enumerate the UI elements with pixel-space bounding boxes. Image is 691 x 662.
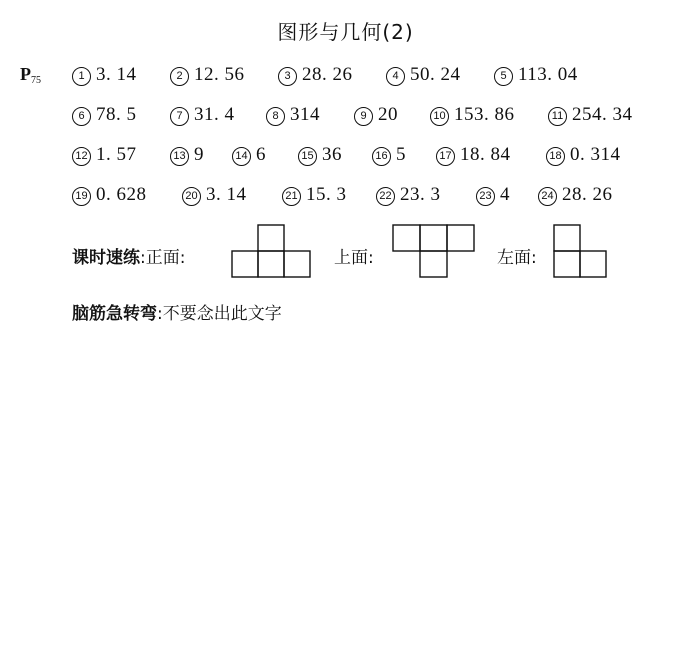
riddle-label: 脑筋急转弯 — [72, 304, 157, 324]
front-cell-bottom-right — [284, 251, 310, 277]
answer-value: 15. 3 — [306, 184, 347, 205]
answer-value: 12. 56 — [194, 64, 245, 85]
answer-number: 23 — [476, 187, 495, 206]
answer-4 — [386, 64, 461, 86]
left-view-colon: : — [531, 248, 537, 268]
front-view-label: 正面 — [145, 248, 180, 268]
answer-row-2 — [0, 104, 691, 128]
left-cell-bottom-right — [580, 251, 606, 277]
answer-value: 28. 26 — [562, 184, 613, 205]
answer-number: 8 — [266, 107, 285, 126]
answer-number: 10 — [430, 107, 449, 126]
answer-number: 24 — [538, 187, 557, 206]
practice-line — [72, 243, 185, 268]
answer-value: 0. 628 — [96, 184, 147, 205]
answer-number: 5 — [494, 67, 513, 86]
answer-number: 14 — [232, 147, 251, 166]
answer-20 — [182, 184, 247, 206]
answer-number: 19 — [72, 187, 91, 206]
answer-number: 21 — [282, 187, 301, 206]
front-cell-bottom-left — [232, 251, 258, 277]
answer-value: 1. 57 — [96, 144, 137, 165]
front-cell-bottom-middle — [258, 251, 284, 277]
answer-value: 20 — [378, 104, 398, 125]
answer-value: 314 — [290, 104, 320, 125]
left-view-label: 左面 — [497, 248, 531, 268]
answer-number: 11 — [548, 107, 567, 126]
answer-value: 31. 4 — [194, 104, 235, 125]
answer-number: 3 — [278, 67, 297, 86]
answer-value: 36 — [322, 144, 342, 165]
answer-23 — [476, 184, 510, 206]
answer-number: 18 — [546, 147, 565, 166]
answer-value: 3. 14 — [206, 184, 247, 205]
answer-9 — [354, 104, 398, 126]
answer-row-4 — [0, 184, 691, 208]
answer-number: 17 — [436, 147, 455, 166]
page-title: 图形与几何(2) — [277, 20, 414, 44]
practice-colon: : — [140, 248, 146, 268]
left-view-line — [497, 243, 537, 268]
top-view-line — [334, 243, 374, 268]
answer-22 — [376, 184, 441, 206]
answer-number: 9 — [354, 107, 373, 126]
answer-16 — [372, 144, 406, 166]
answer-13 — [170, 144, 204, 166]
answer-number: 2 — [170, 67, 189, 86]
answer-number: 16 — [372, 147, 391, 166]
practice-label: 课时速练 — [72, 248, 140, 268]
answer-10 — [430, 104, 515, 126]
answer-row-1 — [0, 64, 691, 88]
left-cell-top — [554, 225, 580, 251]
page-letter: P — [20, 64, 31, 84]
answer-number: 1 — [72, 67, 91, 86]
answer-number: 7 — [170, 107, 189, 126]
top-cell-bottom-middle — [420, 251, 447, 277]
answer-value: 113. 04 — [518, 64, 578, 85]
answer-value: 6 — [256, 144, 266, 165]
answer-24 — [538, 184, 613, 206]
answer-number: 13 — [170, 147, 189, 166]
answer-value: 3. 14 — [96, 64, 137, 85]
answer-value: 78. 5 — [96, 104, 137, 125]
answer-number: 22 — [376, 187, 395, 206]
answer-value: 18. 84 — [460, 144, 511, 165]
answer-15 — [298, 144, 342, 166]
answer-7 — [170, 104, 235, 126]
top-cell-top-middle — [420, 225, 447, 251]
answer-number: 6 — [72, 107, 91, 126]
top-cell-top-right — [447, 225, 474, 251]
riddle-answer: 不要念出此文字 — [162, 304, 282, 324]
answer-8 — [266, 104, 320, 126]
answer-12 — [72, 144, 137, 166]
answer-11 — [548, 104, 633, 126]
answer-5 — [494, 64, 578, 86]
answer-number: 20 — [182, 187, 201, 206]
page-number: 75 — [31, 75, 41, 86]
answer-number: 12 — [72, 147, 91, 166]
left-view-diagram — [553, 224, 609, 280]
answer-value: 4 — [500, 184, 510, 205]
answer-row-3 — [0, 144, 691, 168]
front-view-colon: : — [179, 248, 186, 268]
riddle-colon: : — [157, 304, 163, 324]
answer-value: 153. 86 — [454, 104, 515, 125]
answer-17 — [436, 144, 511, 166]
answer-value: 23. 3 — [400, 184, 441, 205]
left-cell-bottom-left — [554, 251, 580, 277]
front-cell-top — [258, 225, 284, 251]
answer-6 — [72, 104, 137, 126]
answer-18 — [546, 144, 621, 166]
top-view-label: 上面 — [334, 248, 368, 268]
answer-21 — [282, 184, 347, 206]
answer-14 — [232, 144, 266, 166]
top-view-colon: : — [368, 248, 374, 268]
answer-value: 28. 26 — [302, 64, 353, 85]
answer-value: 5 — [396, 144, 406, 165]
front-view-diagram — [231, 224, 313, 280]
answer-value: 254. 34 — [572, 104, 633, 125]
answer-number: 15 — [298, 147, 317, 166]
top-cell-top-left — [393, 225, 420, 251]
top-view-diagram — [392, 224, 476, 280]
answer-19 — [72, 184, 147, 206]
answer-number: 4 — [386, 67, 405, 86]
answer-value: 0. 314 — [570, 144, 621, 165]
answer-2 — [170, 64, 245, 86]
answer-1 — [72, 64, 137, 86]
answer-3 — [278, 64, 353, 86]
answer-value: 9 — [194, 144, 204, 165]
answer-value: 50. 24 — [410, 64, 461, 85]
riddle-line — [72, 299, 282, 324]
